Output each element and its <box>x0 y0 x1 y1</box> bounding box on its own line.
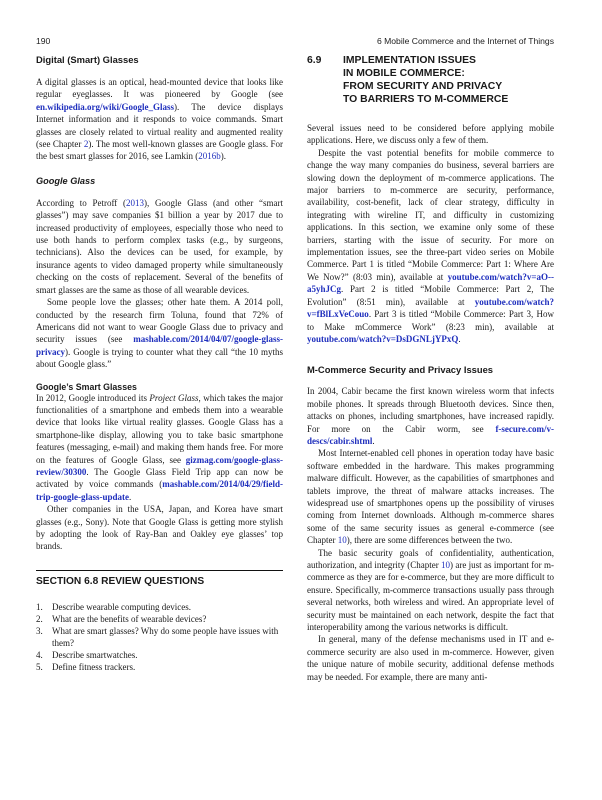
left-column <box>36 54 283 673</box>
paragraph-barriers: Despite the vast potential benefits for mobile commerce to change the way many companies do business, several barriers are slowing down the deployment of m-commerce applications. The major barriers to m-commerce are security, performance, availability, cost-benefit, lack of clear strategy, difficulty in integrating with wireline IT, and difficulty in customizing applications. In this section, we examine only some of these barriers, starting with the issue of security. For more on implementation issues, see the three-part video series on Mobile Commerce. Part 1 is titled “Mobile Commerce: Part 1: Where Are We Now?” (8:03 min), available at youtube.com/watch?v=aO--a5yhJCg. Part 2 is titled “Mobile Commerce: Part 2, The Evolution” (8:51 min), available at youtube.com/watch?v=fBlLxVeCouo. Part 3 is titled “Mobile Commerce: Part 3, How to Make mCommerce Work” (8:23 min), available at youtube.com/watch?v=DsDGNLjYPxQ. <box>307 147 554 344</box>
heading-google-glass: Google Glass <box>36 175 96 186</box>
section-heading <box>307 54 554 106</box>
link-mashable-privacy[interactable]: mashable.com/2014/04/07/google-glass-privacy <box>36 334 283 357</box>
section-title: IMPLEMENTATION ISSUES IN MOBILE COMMERCE: FROM SECURITY AND PRIVACY TO BARRIERS TO M-COMMERCE <box>343 55 509 105</box>
link-gizmag-review[interactable]: gizmag.com/google-glass-review/30300 <box>36 454 283 477</box>
heading-smart-glasses: Google’s Smart Glasses <box>36 381 137 392</box>
list-item: 1. Describe wearable computing devices. <box>36 601 191 612</box>
link-chapter-10[interactable]: 10 <box>337 535 347 546</box>
paragraph-digital-glasses: A digital glasses is an optical, head-mounted device that looks like regular eyeglasses. It was pioneered by Google (see en.wikipedia.org/wiki/Google_Glass). The device displays Internet information and it responds to voice commands. Smart glasses are closely related to virtual reality and augmented reality (see Chapter 2). The most well-known glasses are Google glass. For the best smart glasses for 2016, see Lamkin (2016b). <box>36 77 283 162</box>
heading-security-privacy: M-Commerce Security and Privacy Issues <box>307 364 494 376</box>
list-item: 4. Describe smartwatches. <box>36 649 138 660</box>
link-video-part-1[interactable]: youtube.com/watch?v=aO--a5yhJCg <box>307 271 554 295</box>
right-column <box>307 54 554 683</box>
page-number: 190 <box>36 36 51 46</box>
paragraph-project-glass: In 2012, Google introduced its Project Glass, which takes the major functionalities of a smartphone and embeds them into a wearable device that looks like virtual reality glasses. Google Glass has a smartphone-like display, allowing you to take basic smartphone features (messaging, e-mail) and making them hands free. For more on the features of Google Glass, see gizmag.com/google-glass-review/30300. The Google Glass Field Trip app can now be activated by voice commands (mashable.com/2014/04/29/field-trip-google-glass-update. <box>36 392 283 502</box>
link-f-secure-cabir[interactable]: f-secure.com/v-descs/cabir.shtml <box>307 423 554 446</box>
list-item: 3. What are smart glasses? Why do some people have issues with them? <box>36 625 279 648</box>
link-petroff-2013[interactable]: 2013 <box>126 197 145 208</box>
link-google-glass-wiki[interactable]: en.wikipedia.org/wiki/Google_Glass <box>36 101 175 112</box>
paragraph-security-goals: The basic security goals of confidentiality, authentication, authorization, and integrity (Chapter 10) are just as important for m-commerce as they are for e-commerce, but they are more difficult to ensure. Specifically, m-commerce transactions usually pass through several networks, both wireless and wired. An appropriate level of security must be maintained on each network, despite the fact that interoperability among the various networks is difficult. <box>307 547 554 633</box>
link-chapter-2[interactable]: 2 <box>83 139 89 150</box>
paragraph-cabir: In 2004, Cabir became the first known wireless worm that infects mobile phones. It spreads through Bluetooth devices. Since then, attacks on phones, including smartphones, have increased rapidly. For more on the Cabir worm, see f-secure.com/v-descs/cabir.shtml. <box>307 386 554 446</box>
link-video-part-2[interactable]: youtube.com/watch?v=fBlLxVeCouo <box>307 296 554 320</box>
link-video-part-3[interactable]: youtube.com/watch?v=DsDGNLjYPxQ <box>307 333 459 344</box>
paragraph-defense: In general, many of the defense mechanisms used in IT and e-commerce security are also used in m-commerce. However, given the unique nature of mobile security, additional defense methods may be needed. For example, there are many anti- <box>307 634 554 682</box>
paragraph-other-companies: Other companies in the USA, Japan, and Korea have smart glasses (e.g., Sony). Note that Google Glass is getting more stylish by adopting the look of Ray-Ban and Oakley eye glasses’ top brands. <box>36 504 283 552</box>
running-header <box>36 36 554 50</box>
link-lamkin-2016b[interactable]: 2016b <box>198 151 221 162</box>
paragraph-malware: Most Internet-enabled cell phones in operation today have basic software embedded in the hardware. This makes programming malware difficult. However, as the capabilities of smartphones and tablets improve, the threat of malware attacks increases. The widespread use of smartphones opens up the possibility of viruses coming from Internet downloads. Although m-commerce shares some of the same security issues as general e-commerce (see Chapter 10), there are some differences between the two. <box>307 448 554 546</box>
list-item: 2. What are the benefits of wearable devices? <box>36 613 207 624</box>
heading-digital-glasses: Digital (Smart) Glasses <box>36 54 139 65</box>
link-chapter-10-b[interactable]: 10 <box>441 560 451 570</box>
review-questions-list <box>36 601 283 673</box>
chapter-title: 6 Mobile Commerce and the Internet of Things <box>376 36 554 46</box>
section-number: 6.9 <box>307 55 322 66</box>
review-questions-title: SECTION 6.8 REVIEW QUESTIONS <box>36 575 205 587</box>
paragraph-toluna-poll: Some people love the glasses; other hate them. A 2014 poll, conducted by the research firm Toluna, found that 72% of Americans did not want to wear Google Glass due to privacy and security issues (see mashable.com/2014/04/07/google-glass-privacy). Google is trying to counter what they call “the 10 myths about Google glass.” <box>36 297 283 370</box>
paragraph-intro: Several issues need to be considered before applying mobile applications. Here, we discuss only a few of them. <box>307 123 554 146</box>
list-item: 5. Define fitness trackers. <box>36 661 136 672</box>
paragraph-petroff: According to Petroff (2013), Google Glass (and other “smart glasses”) may save companies $1 billion a year by 2017 due to increased productivity of employees, especially those who need to use both hands to perform complex tasks (e.g., by surgeons, technicians). Also the devices can be used, for example, by insurance agents to video damaged property while simultaneously checking on the costs of replacement. Several of the benefits of smart glasses are the same as those of all wearable devices. <box>36 197 283 295</box>
link-mashable-field-trip[interactable]: mashable.com/2014/04/29/field-trip-google-glass-update <box>36 479 283 502</box>
